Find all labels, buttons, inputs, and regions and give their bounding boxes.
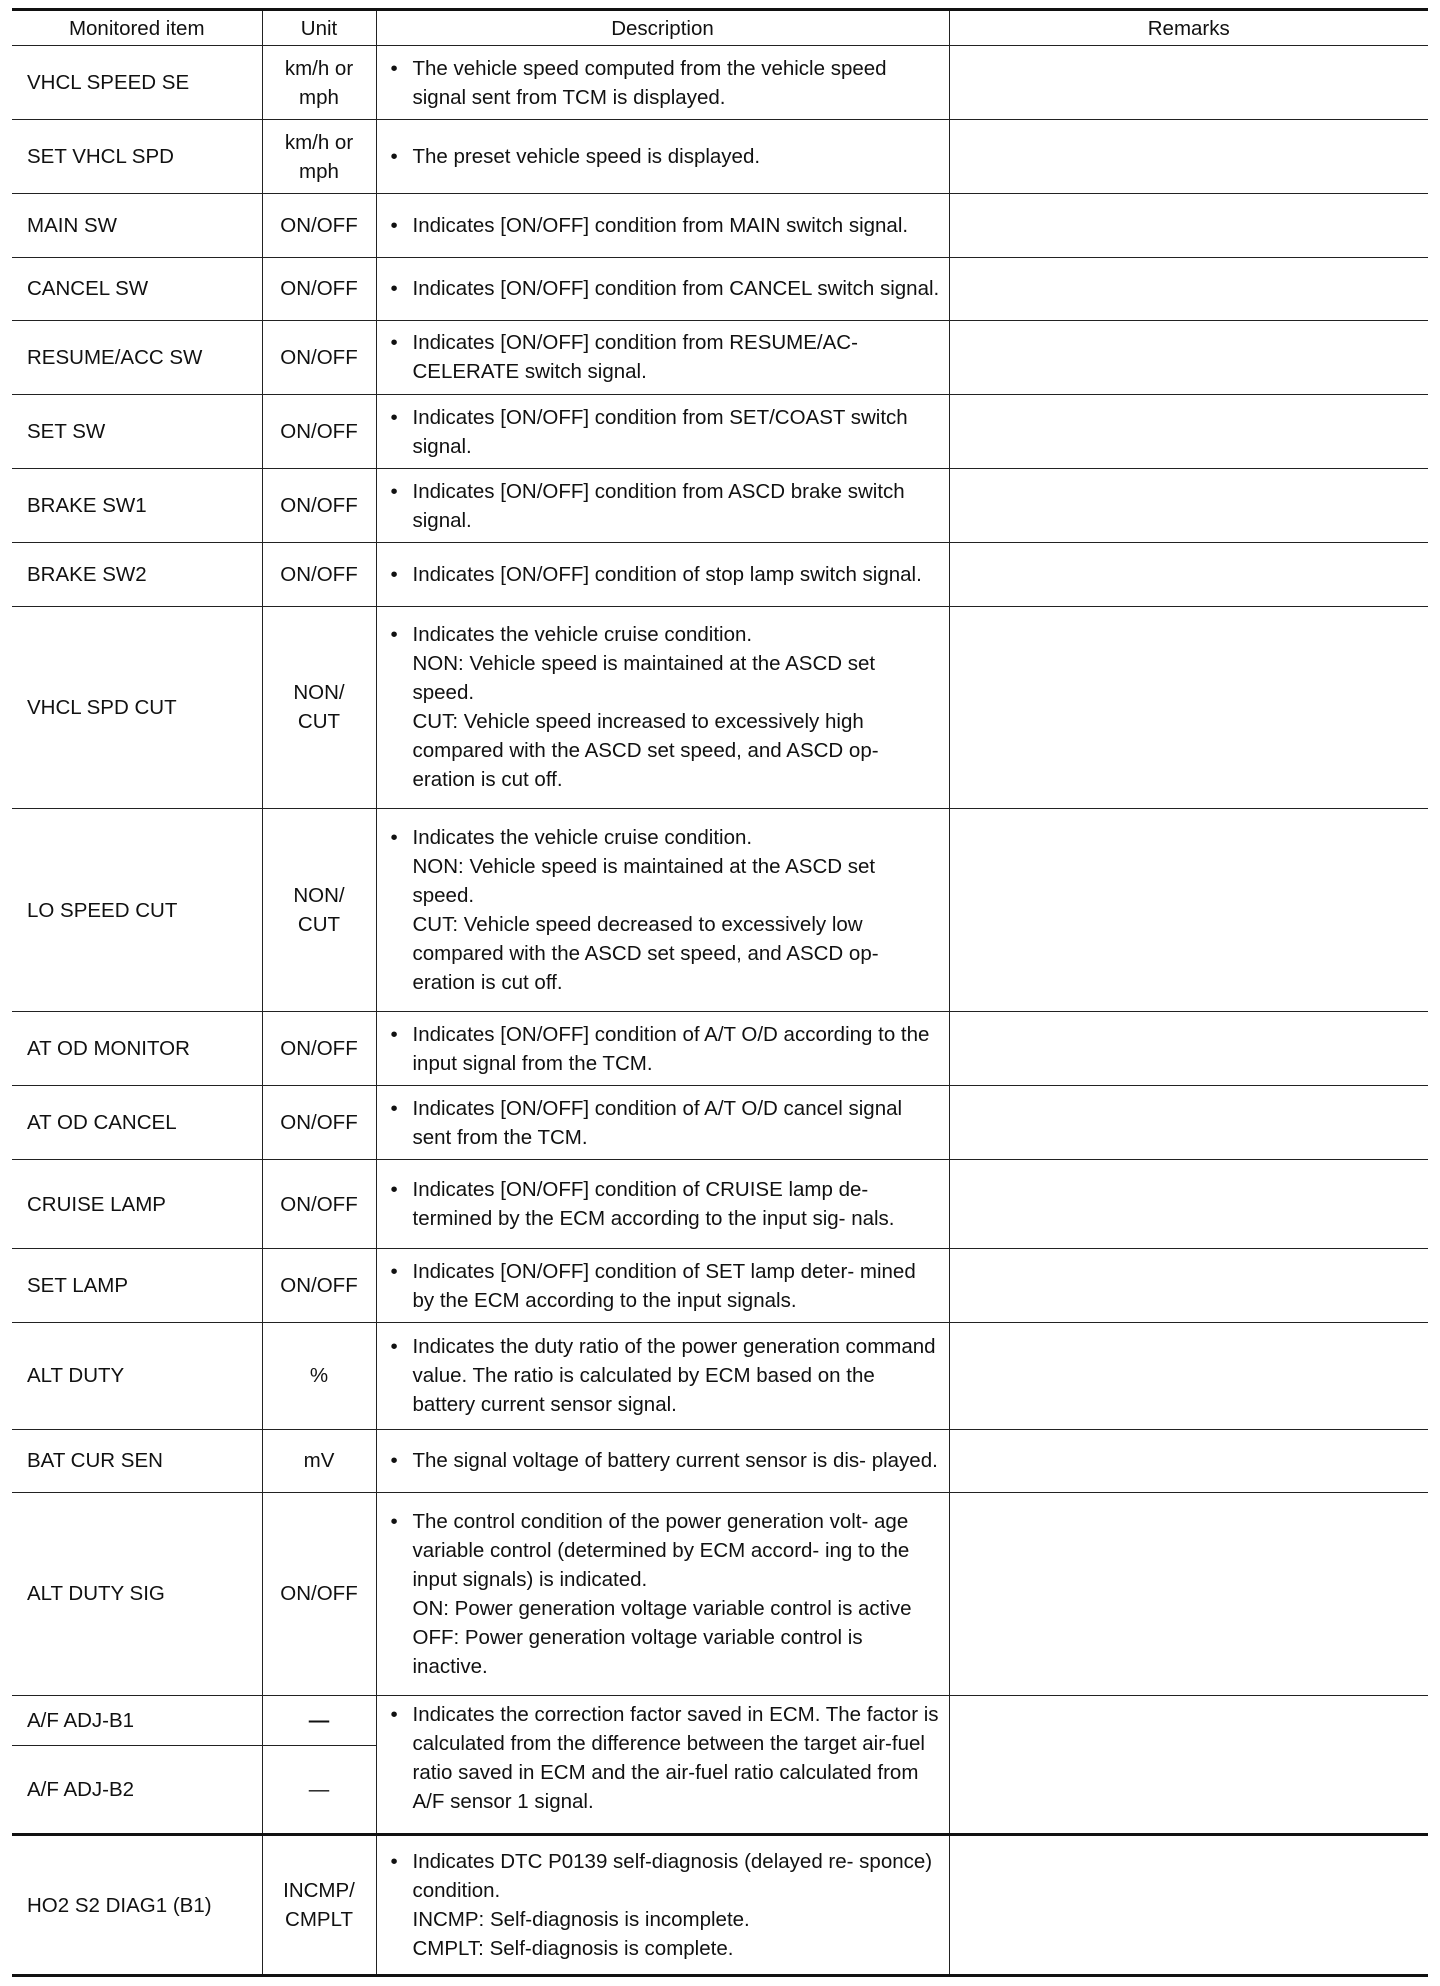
monitored-item-cell: ALT DUTY SIG [12,1492,262,1695]
table-row [12,606,1428,809]
table-row [12,320,1428,394]
table-row [12,120,1428,194]
bulleted-description [385,823,941,997]
description-cell [376,469,949,543]
text-line: Indicates [ON/OFF] condition from ASCD brake switch signal. [412,479,905,532]
text-line: Indicates the vehicle cruise condition. [412,623,753,647]
text-line: CUT: Vehicle speed increased to excessively high compared with the ASCD set speed, and ASCD op- eration is cut off. [412,710,879,792]
text-line: ON/OFF [280,1582,358,1606]
remarks-cell [949,606,1428,809]
remarks-cell [949,1160,1428,1249]
table-row [12,46,1428,120]
text-line: CMPLT [285,1908,353,1932]
text-line: CUT: Vehicle speed decreased to excessively low compared with the ASCD set speed, and ASCD op- eration is cut off. [412,913,879,995]
table-row [12,809,1428,1012]
bullet-icon: • [390,1096,398,1120]
table-row [12,1011,1428,1085]
description-cell [376,1086,949,1160]
bullet-icon: • [390,1259,398,1283]
bullet-icon: • [390,1509,398,1533]
description-cell [376,194,949,257]
text-line: CMPLT: Self-diagnosis is complete. [412,1937,734,1961]
unit-cell [262,1835,376,1976]
text-line: INCMP: Self-diagnosis is incomplete. [412,1908,750,1932]
monitored-item-cell: BAT CUR SEN [12,1429,262,1492]
unit-cell [262,606,376,809]
monitored-item-cell: RESUME/ACC SW [12,320,262,394]
text-line: Indicates [ON/OFF] condition from SET/COAST switch signal. [412,405,908,458]
bulleted-description [385,1700,941,1816]
remarks-cell [949,1323,1428,1429]
bulleted-description [385,1094,941,1152]
bulleted-description [385,1847,941,1963]
bulleted-description [385,1446,941,1475]
bulleted-description [385,1257,941,1315]
bulleted-description [385,1507,941,1681]
text-line: mph [299,85,339,109]
monitored-item-cell: SET SW [12,394,262,468]
remarks-cell [949,543,1428,606]
remarks-cell [949,194,1428,257]
text-line: Indicates DTC P0139 self-diagnosis (delayed re- sponce) condition. [412,1850,933,1903]
bullet-icon: • [390,1702,398,1726]
unit-cell [262,257,376,320]
bulleted-description [385,142,941,171]
table-row [12,1429,1428,1492]
description-cell [376,1011,949,1085]
table-row [12,1086,1428,1160]
unit-cell [262,320,376,394]
description-cell [376,1323,949,1429]
text-line: CUT [297,913,341,937]
monitored-item-cell: VHCL SPD CUT [12,606,262,809]
description-cell [376,257,949,320]
text-line: CUT [297,710,341,734]
unit-cell [262,543,376,606]
unit-cell [262,469,376,543]
bullet-icon: • [390,145,398,169]
text-line: ON/OFF [280,494,358,518]
text-line: mph [299,159,339,183]
monitored-item-cell: AT OD MONITOR [12,1011,262,1085]
text-line: Indicates the duty ratio of the power generation command value. The ratio is calculated by ECM based on the battery current sensor signal. [412,1335,936,1417]
bullet-icon: • [390,277,398,301]
remarks-cell [949,120,1428,194]
table-row [12,469,1428,543]
table-row [12,1160,1428,1249]
bulleted-description [385,1020,941,1078]
text-line: ON/OFF [280,1111,358,1135]
description-cell [376,1695,949,1835]
bullet-icon: • [390,479,398,503]
text-line: NON/ [293,884,345,908]
bullet-icon: • [390,1022,398,1046]
text-line: % [309,1364,329,1388]
table-row [12,1492,1428,1695]
table-row [12,1695,1428,1746]
text-line: Indicates [ON/OFF] condition of A/T O/D cancel signal sent from the TCM. [412,1096,903,1149]
text-line: NON/ [293,681,345,705]
text-line: NON: Vehicle speed is maintained at the ASCD set speed. [412,652,876,705]
text-line: INCMP/ [283,1879,355,1903]
monitored-item-cell: HO2 S2 DIAG1 (B1) [12,1835,262,1976]
remarks-cell [949,469,1428,543]
unit-cell: — [262,1746,376,1835]
text-line: ON/OFF [280,345,358,369]
bullet-icon: • [390,214,398,237]
text-line: NON: Vehicle speed is maintained at the ASCD set speed. [412,855,876,908]
remarks-cell [949,1429,1428,1492]
description-cell [376,1160,949,1249]
bulleted-description [385,560,941,589]
remarks-cell [949,394,1428,468]
bulleted-description [385,403,941,461]
unit-cell [262,1011,376,1085]
table-row [12,543,1428,606]
bulleted-description [385,211,941,240]
remarks-cell [949,1835,1428,1976]
text-line: Indicates [ON/OFF] condition from MAIN switch signal. [412,214,909,237]
monitored-item-cell: CRUISE LAMP [12,1160,262,1249]
monitored-item-cell: AT OD CANCEL [12,1086,262,1160]
bullet-icon: • [390,826,398,850]
description-cell [376,809,949,1012]
remarks-cell [949,46,1428,120]
header-remarks: Remarks [949,10,1428,46]
text-line: ON/OFF [280,420,358,444]
text-line: ON/OFF [280,1192,358,1216]
bullet-icon: • [390,405,398,429]
text-line: ON/OFF [280,214,358,237]
table-row [12,394,1428,468]
bullet-icon: • [390,1335,398,1359]
text-line: Indicates [ON/OFF] condition from CANCEL switch signal. [412,277,940,301]
text-line: The signal voltage of battery current sensor is dis- played. [412,1449,938,1473]
header-monitored-item: Monitored item [12,10,262,46]
remarks-cell [949,809,1428,1012]
bullet-icon: • [390,331,398,355]
text-line: The preset vehicle speed is displayed. [412,145,761,169]
description-cell [376,1429,949,1492]
unit-cell [262,1086,376,1160]
monitor-item-table [12,8,1428,1977]
bullet-icon: • [390,1178,398,1202]
description-cell [376,606,949,809]
bullet-icon: • [390,623,398,647]
table-row [12,1323,1428,1429]
monitored-item-cell: BRAKE SW2 [12,543,262,606]
bullet-icon: • [390,1449,398,1473]
text-line: Indicates [ON/OFF] condition of SET lamp deter- mined by the ECM according to the input signals. [412,1259,916,1312]
text-line: The control condition of the power generation volt- age variable control (determined by ECM accord- ing to the input signals) is indicated. [412,1509,910,1591]
description-cell [376,543,949,606]
text-line: ON/OFF [280,562,358,586]
text-line: Indicates [ON/OFF] condition of CRUISE lamp de- termined by the ECM according to the input sig- nals. [412,1178,895,1231]
monitored-item-cell: A/F ADJ-B1 [12,1695,262,1746]
table-row [12,194,1428,257]
unit-cell [262,809,376,1012]
unit-cell [262,394,376,468]
text-line: mV [303,1449,335,1473]
text-line: ON/OFF [280,1037,358,1061]
description-cell [376,120,949,194]
bulleted-description [385,54,941,112]
bullet-icon: • [390,1850,398,1874]
unit-cell [262,46,376,120]
monitored-item-cell: A/F ADJ-B2 [12,1746,262,1835]
bulleted-description [385,477,941,535]
monitored-item-cell: SET LAMP [12,1249,262,1323]
header-unit: Unit [262,10,376,46]
text-line: OFF: Power generation voltage variable control is inactive. [412,1625,863,1678]
unit-cell [262,1323,376,1429]
header-description: Description [376,10,949,46]
table-header-row [12,10,1428,46]
monitored-item-cell: VHCL SPEED SE [12,46,262,120]
bulleted-description [385,1175,941,1233]
text-line: Indicates [ON/OFF] condition of stop lamp switch signal. [412,562,922,586]
description-cell [376,1835,949,1976]
text-line: Indicates the correction factor saved in ECM. The factor is calculated from the difference between the target air-fuel ratio saved in ECM and the air-fuel ratio calculated from A/F sensor 1 signal. [412,1702,939,1813]
unit-cell [262,194,376,257]
monitored-item-cell: SET VHCL SPD [12,120,262,194]
text-line: Indicates [ON/OFF] condition of A/T O/D according to the input signal from the TCM. [412,1022,930,1075]
bullet-icon: • [390,56,398,80]
bulleted-description [385,274,941,303]
text-line: Indicates the vehicle cruise condition. [412,826,753,850]
unit-cell [262,1249,376,1323]
table-row [12,1249,1428,1323]
remarks-cell [949,1695,1428,1835]
table-row [12,1835,1428,1976]
bullet-icon: • [390,562,398,586]
text-line: ON/OFF [280,1274,358,1298]
unit-cell [262,120,376,194]
monitored-item-cell: BRAKE SW1 [12,469,262,543]
text-line: ON/OFF [280,277,358,301]
description-cell [376,46,949,120]
unit-cell [262,1492,376,1695]
remarks-cell [949,1249,1428,1323]
monitored-item-cell: LO SPEED CUT [12,809,262,1012]
bulleted-description [385,620,941,794]
text-line: Indicates [ON/OFF] condition from RESUME/AC- CELERATE switch signal. [412,331,858,384]
unit-cell: — [262,1695,376,1746]
description-cell [376,1249,949,1323]
text-line: The vehicle speed computed from the vehicle speed signal sent from TCM is displayed. [412,56,887,109]
description-cell [376,394,949,468]
remarks-cell [949,1011,1428,1085]
description-cell [376,320,949,394]
text-line: km/h or [284,56,354,80]
unit-cell [262,1160,376,1249]
monitored-item-cell: ALT DUTY [12,1323,262,1429]
remarks-cell [949,320,1428,394]
remarks-cell [949,1086,1428,1160]
monitored-item-cell: CANCEL SW [12,257,262,320]
description-cell [376,1492,949,1695]
text-line: km/h or [284,130,354,154]
bulleted-description [385,328,941,386]
unit-cell [262,1429,376,1492]
table-body [12,46,1428,1976]
bulleted-description [385,1332,941,1419]
table-row [12,257,1428,320]
remarks-cell [949,1492,1428,1695]
monitored-item-cell: MAIN SW [12,194,262,257]
remarks-cell [949,257,1428,320]
text-line: ON: Power generation voltage variable control is active [412,1596,912,1620]
